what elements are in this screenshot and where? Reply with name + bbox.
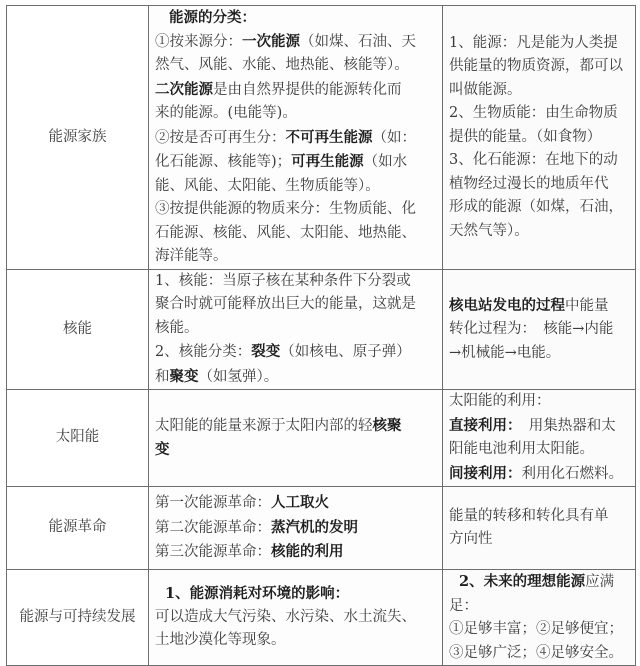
text-line: 核能。 — [155, 319, 199, 336]
note-line: 核电站发电的过程中能量 — [449, 296, 609, 314]
note-cell — [443, 390, 636, 487]
content-cell — [149, 269, 443, 390]
text-line: 第二次能源革命：蒸汽机的发明 — [155, 518, 358, 536]
category-label: 能源与可持续发展 — [19, 608, 136, 625]
note-line: ③足够广泛；④足够安全。 — [449, 644, 623, 661]
text-line: 能、风能、太阳能、生物质能等）。 — [155, 177, 380, 194]
note-cell — [443, 487, 636, 570]
note-line: 叫做能源。 — [449, 81, 522, 98]
text-line: 来的能源。(电能等)。 — [155, 105, 297, 121]
note-line: 天然气等）。 — [449, 222, 529, 239]
text-line: 二次能源是由自然界提供的能源转化而 — [155, 80, 402, 98]
note-line: 植物经过漫长的地质年代 — [449, 175, 609, 192]
table-row-nuclear-energy — [7, 269, 636, 390]
note-line: 直接利用： 用集热器和太 — [449, 416, 616, 434]
note-line: →机械能→电能。 — [449, 344, 561, 361]
table-row-energy-family — [7, 6, 636, 270]
note-cell — [443, 269, 636, 390]
category-cell — [7, 6, 149, 270]
text-line: 和聚变（如氢弹）。 — [155, 367, 279, 385]
table-row-sustainable-development — [7, 570, 636, 666]
text-line: 聚合时就可能释放出巨大的能量，这就是 — [155, 296, 416, 312]
note-line: 能量的转移和转化具有单 — [449, 507, 609, 524]
content-cell — [149, 570, 443, 666]
note-line: 阳能电池利用太阳能。 — [449, 441, 594, 457]
category-label: 太阳能 — [55, 429, 100, 446]
note-cell — [443, 6, 636, 270]
note-line: 1、能源：凡是能为人类提 — [449, 34, 618, 51]
text-line: 2、核能分类：裂变（如核电、原子弹） — [155, 343, 411, 360]
content-cell — [149, 487, 443, 570]
note-line: 足： — [449, 597, 478, 614]
text-line: 化石能源、核能等)；可再生能源（如水 — [155, 153, 408, 170]
text-line: 变 — [155, 441, 170, 458]
category-label: 核能 — [63, 320, 92, 337]
note-heading: 2、未来的理想能源应满 — [459, 573, 615, 590]
text-line: 1、核能：当原子核在某种条件下分裂或 — [155, 272, 411, 289]
category-cell — [7, 390, 149, 487]
note-line: 3、化石能源：在地下的动 — [449, 152, 618, 168]
note-line: 太阳能的利用： — [449, 393, 551, 409]
text-line: 土地沙漠化等现象。 — [155, 632, 286, 649]
category-cell — [7, 570, 149, 666]
note-line: 供能量的物质资源，都可以 — [449, 58, 623, 74]
note-cell — [443, 570, 636, 666]
category-label: 能源革命 — [48, 519, 107, 536]
text-line: 海洋能等。 — [155, 248, 228, 264]
content-cell — [149, 390, 443, 487]
table-row-solar-energy — [7, 390, 636, 487]
text-line: ③按提供能源的物质来分：生物质能、化 — [155, 201, 416, 217]
text-line: 石能源、核能、风能、太阳能、地热能、 — [155, 224, 416, 241]
text-line: ②按是否可再生分：不可再生能源（如： — [155, 128, 416, 146]
note-line: 间接利用：利用化石燃料。 — [449, 464, 623, 482]
text-line: 然气、风能、水能、地热能、核能等）。 — [155, 57, 409, 73]
section-heading: 能源的分类： — [169, 9, 256, 26]
note-line: ①足够丰富；②足够便宜； — [449, 621, 623, 637]
note-line: 转化过程为： 核能→内能 — [449, 321, 614, 337]
table-row-energy-revolution — [7, 487, 636, 570]
content-cell — [149, 6, 443, 270]
note-line: 2、生物质能：由生命物质 — [449, 105, 618, 121]
energy-summary-table — [6, 5, 636, 666]
category-label: 能源家族 — [48, 128, 107, 145]
note-line: 形成的能源（如煤，石油， — [449, 199, 623, 215]
category-cell — [7, 269, 149, 390]
text-line: 第一次能源革命：人工取火 — [155, 494, 329, 512]
note-line: 方向性 — [449, 531, 493, 547]
text-line: 可以造成大气污染、水污染、水土流失、 — [155, 608, 416, 625]
text-line: ①按来源分：一次能源（如煤、石油、天 — [155, 32, 416, 50]
section-heading: 1、能源消耗对环境的影响： — [165, 585, 350, 603]
note-line: 提供的能量。（如食物） — [449, 128, 602, 145]
text-line: 第三次能源革命：核能的利用 — [155, 543, 344, 561]
text-line: 太阳能的能量来源于太阳内部的轻核聚 — [155, 416, 402, 434]
category-cell — [7, 487, 149, 570]
